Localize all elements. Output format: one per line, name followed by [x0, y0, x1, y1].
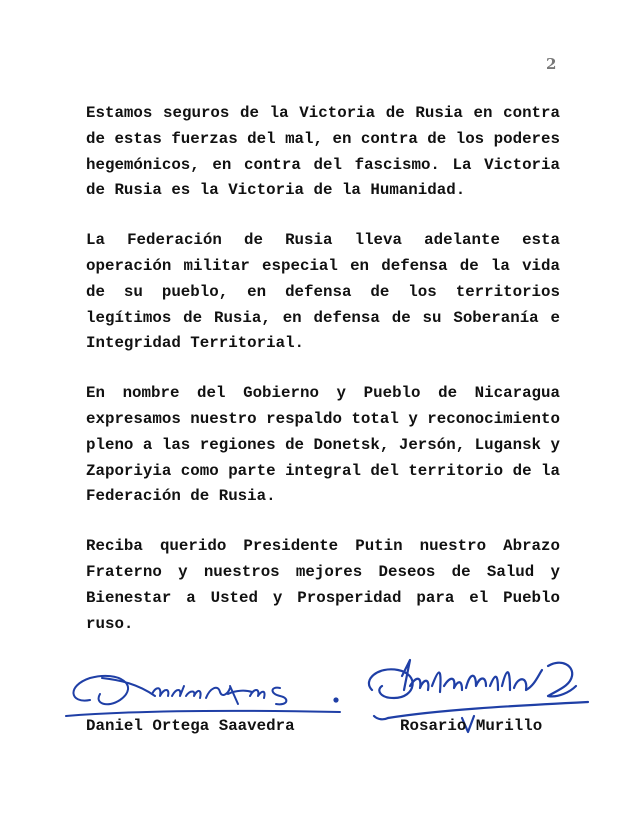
- signature-daniel-ortega: [60, 660, 350, 720]
- paragraph-respaldo: En nombre del Gobierno y Pueblo de Nicaragua expresamos nuestro respaldo total y reconocimiento pleno a las regiones de Donetsk, Jersón, Lugansk y Zaporiyia como parte integral del territorio de la Federación de Rusia.: [86, 384, 560, 506]
- signatory-name-rosario-murillo: Rosario Murillo: [400, 717, 543, 735]
- paragraph-federacion: La Federación de Rusia lleva adelante esta operación militar especial en defensa de la vida de su pueblo, en defensa de los territorios legítimos de Rusia, en defensa de su Soberanía e Integridad Territorial.: [86, 231, 560, 353]
- paragraph-victoria: Estamos seguros de la Victoria de Rusia en contra de estas fuerzas del mal, en contra de los poderes hegemónicos, en contra del fascismo. La Victoria de Rusia es la Victoria de la Humanidad.: [86, 104, 560, 200]
- page-number: 2: [546, 55, 557, 73]
- signatory-name-daniel-ortega: Daniel Ortega Saavedra: [86, 717, 295, 735]
- letter-body: [86, 101, 560, 661]
- paragraph-saludo: Reciba querido Presidente Putin nuestro Abrazo Fraterno y nuestros mejores Deseos de Salud y Bienestar a Usted y Prosperidad para el Pueblo ruso.: [86, 537, 560, 633]
